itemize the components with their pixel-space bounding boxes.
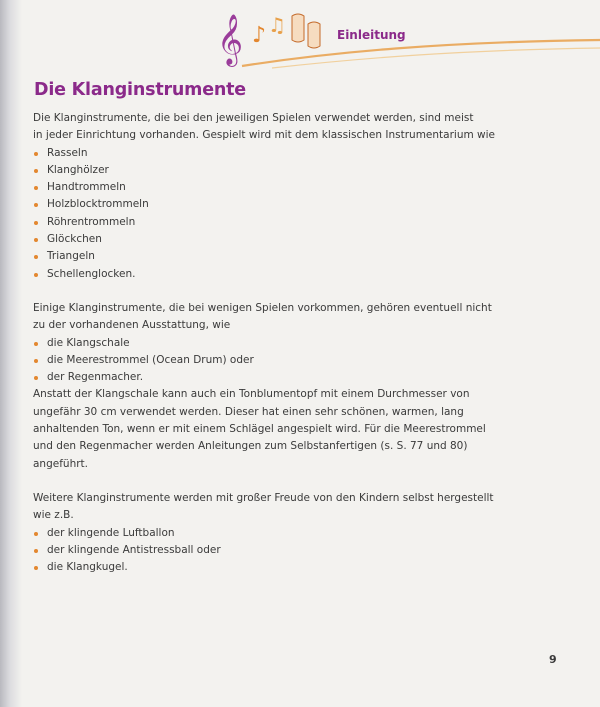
text-line: Die Klanginstrumente, die bei den jeweiligen Spielen verwendet werden, sind meist xyxy=(33,112,474,124)
list-item: Klanghölzer xyxy=(33,162,533,179)
list-item: die Meerestrommel (Ocean Drum) oder xyxy=(33,352,533,369)
list-item: der Regenmacher. xyxy=(33,369,533,386)
text-line: Anstatt der Klangschale kann auch ein Tonblumentopf mit einem Durchmesser von xyxy=(33,388,470,401)
bullet-icon xyxy=(34,376,38,380)
bullet-icon xyxy=(34,238,38,242)
paragraph xyxy=(33,490,533,525)
list-item: die Klangkugel. xyxy=(33,559,533,576)
text-line: Einige Klanginstrumente, die bei wenigen Spielen vorkommen, gehören eventuell nicht xyxy=(33,301,492,314)
svg-text:𝄞: 𝄞 xyxy=(217,14,244,65)
page-number: 9 xyxy=(549,653,557,666)
text-line: und den Regenmacher werden Anleitungen zum Selbstanfertigen (s. S. 77 und 80) xyxy=(33,440,468,453)
text-line: in jeder Einrichtung vorhanden. Gespielt wird mit dem klassischen Instrumentarium wie xyxy=(33,129,496,142)
paragraph xyxy=(33,110,533,145)
text-line: wie z.B. xyxy=(33,509,74,522)
list-item: Glöckchen xyxy=(33,231,533,248)
list-item: der klingende Antistressball oder xyxy=(33,542,533,559)
scroll-icon xyxy=(292,14,320,48)
bullet-icon xyxy=(34,169,38,173)
list-item: Röhrentrommeln xyxy=(33,214,533,231)
bullet-icon xyxy=(34,342,38,346)
svg-text:♫: ♫ xyxy=(268,13,286,37)
bullet-icon xyxy=(34,152,38,156)
list-item: der klingende Luftballon xyxy=(33,525,533,542)
paragraph xyxy=(33,386,533,472)
paragraph xyxy=(33,300,533,335)
bullet-icon xyxy=(34,273,38,277)
bullet-list xyxy=(33,145,533,283)
list-item: Handtrommeln xyxy=(33,179,533,196)
list-item: die Klangschale xyxy=(33,335,533,352)
bullet-icon xyxy=(34,186,38,190)
bullet-icon xyxy=(34,532,38,536)
bullet-icon xyxy=(34,566,38,570)
svg-text:♪: ♪ xyxy=(252,23,267,48)
bullet-icon xyxy=(34,359,38,363)
treble-clef-icon xyxy=(217,14,243,67)
bullet-list xyxy=(33,525,533,577)
list-item: Rasseln xyxy=(33,145,533,162)
list-item: Holzblocktrommeln xyxy=(33,196,533,213)
text-line: Weitere Klanginstrumente werden mit großer Freude von den Kindern selbst hergestellt xyxy=(33,491,494,504)
bullet-icon xyxy=(34,549,38,553)
bullet-icon xyxy=(34,255,38,259)
page-title: Die Klanginstrumente xyxy=(34,80,246,100)
section-label: Einleitung xyxy=(337,28,406,42)
bullet-list xyxy=(33,335,533,387)
chapter-header xyxy=(212,2,600,70)
bullet-icon xyxy=(34,221,38,225)
page-binding-shadow xyxy=(0,0,22,707)
list-item: Schellenglocken. xyxy=(33,266,533,283)
list-item: Triangeln xyxy=(33,248,533,265)
header-decoration xyxy=(212,2,600,70)
text-line: zu der vorhandenen Ausstattung, wie xyxy=(33,319,231,332)
text-line: ungefähr 30 cm verwendet werden. Dieser hat einen sehr schönen, warmen, lang xyxy=(33,405,464,418)
text-line: anhaltenden Ton, wenn er mit einem Schlägel angespielt wird. Für die Meerestrommel xyxy=(33,423,486,436)
text-line: angeführt. xyxy=(33,457,88,470)
bullet-icon xyxy=(34,203,38,207)
music-note-icon xyxy=(252,13,286,48)
body-text xyxy=(33,110,533,576)
